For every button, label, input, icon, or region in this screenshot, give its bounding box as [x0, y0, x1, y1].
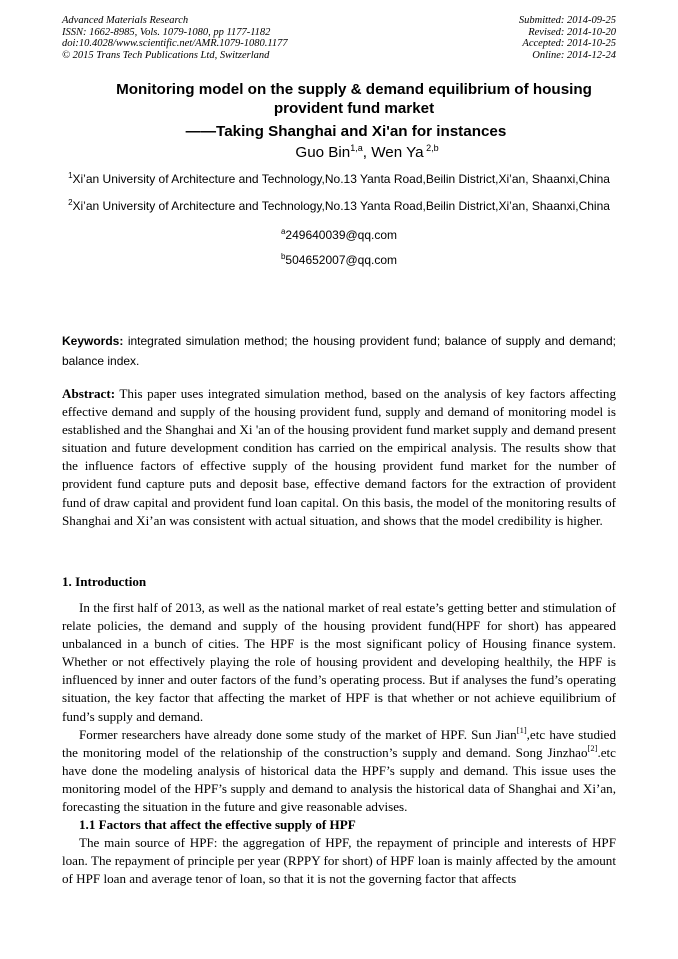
abstract-paragraph	[62, 385, 616, 530]
author-line	[62, 143, 616, 163]
paper-title: Monitoring model on the supply & demand equilibrium of housing provident fund market	[116, 81, 592, 117]
title-block	[62, 80, 616, 268]
accepted-date: Accepted: 2014-10-25	[522, 38, 616, 50]
online-date: Online: 2014-12-24	[532, 49, 616, 61]
keywords-label: Keywords:	[62, 334, 124, 348]
abstract-text: This paper uses integrated simulation method, based on the analysis of key factors affecting effective demand and supply of the housing provident fund, supply and demand of monitoring model is established and the Shanghai and Xi 'an of the housing provident fund market supply and demand present situation and future development condition has carried on the empirical analysis. The results show that the influence factors of effective supply of the housing provident fund market for the number of provident fund capture puts and deposit base, effective demand factors for the extraction of provident fund of draw capital and provident fund loan capital. On this basis, the model of the monitoring results of Shanghai and Xi’an was consistent with actual situation, and shows that the model credibility is higher.	[62, 386, 616, 528]
paper-subtitle: ——Taking Shanghai and Xi'an for instances	[185, 123, 507, 140]
intro-paragraph-2	[62, 726, 616, 816]
author-2-name: Wen Ya	[371, 144, 424, 161]
affiliation-1-text: Xi’an University of Architecture and Technology,No.13 Yanta Road,Beilin District,Xi’an, Shaanxi,China	[72, 172, 610, 186]
email-2-text[interactable]: 504652007@qq.com	[285, 253, 398, 267]
intro-p2-text-a: Former researchers have already done some study of the market of HPF. Sun Jian	[79, 726, 517, 742]
issn-line: ISSN: 1662-8985, Vols. 1079-1080, pp 1177-1182	[62, 26, 271, 38]
publication-dates	[376, 15, 616, 61]
intro-p2-text-b: ,etc have studied the monitoring model of the relationship of the construction’s supply and demand. Song Jinzhao	[62, 726, 616, 760]
abstract-label: Abstract:	[62, 386, 116, 401]
author-1-name: Guo Bin	[295, 144, 351, 161]
journal-name: Advanced Materials Research	[62, 15, 189, 26]
copyright-line: © 2015 Trans Tech Publications Ltd, Switzerland	[62, 49, 270, 61]
journal-info	[62, 15, 362, 61]
intro-paragraph-3: The main source of HPF: the aggregation of HPF, the repayment of principle and interests of HPF loan. The repayment of principle per year (RPPY for short) of HPF loan is mainly affected by the amount of HPF loan and average tenor of loan, so that it is not the governing factor that affects	[62, 835, 616, 887]
intro-p2-text-c: .etc have done the modeling analysis of historical data the HPF’s supply and demand. This issue uses the monitoring model of the HPF’s supply and demand to analysis the historical data of Shanghai and Xi’an, forecasting the situation in the future and give reasonable advises.	[62, 744, 616, 815]
introduction-body	[62, 599, 616, 889]
author-1-sup: 1,a	[350, 143, 363, 153]
intro-paragraph-1: In the first half of 2013, as well as the national market of real estate’s getting better and stimulation of relate policies, the demand and supply of the housing provident fund(HPF for short) has appeared unbalanced in a bunch of cities. The HPF is the most significant policy of Housing finance system. Whether or not effectively playing the role of housing provident and developing healthily, the HPF is influenced by inner and outer factors of the fund’s operating process. But if analyses the fund’s operating situation, the key factor that affecting the market of HPF is that whether or not achieve equilibrium of fund’s supply and demand.	[62, 600, 616, 724]
email-1-text[interactable]: 249640039@qq.com	[285, 228, 398, 242]
citation-1[interactable]: [1]	[516, 724, 527, 735]
affiliation-1	[62, 169, 616, 190]
affiliation-2-sup: 2	[68, 198, 73, 207]
keywords-paragraph	[62, 331, 616, 371]
subsection-heading-1-1: 1.1 Factors that affect the effective supply of HPF	[79, 817, 356, 833]
author-separator: ,	[362, 144, 372, 161]
doi-line[interactable]: doi:10.4028/www.scientific.net/AMR.1079-1080.1177	[62, 38, 288, 50]
email-2-sup: b	[280, 252, 286, 261]
email-2	[62, 252, 616, 268]
affiliation-2	[62, 196, 616, 217]
affiliation-2-text: Xi’an University of Architecture and Technology,No.13 Yanta Road,Beilin District,Xi’an, Shaanxi,China	[72, 199, 610, 213]
affiliation-1-sup: 1	[68, 171, 73, 180]
revised-date: Revised: 2014-10-20	[528, 26, 616, 38]
email-1-sup: a	[280, 227, 286, 236]
submitted-date: Submitted: 2014-09-25	[518, 15, 616, 26]
keywords-text: integrated simulation method; the housing provident fund; balance of supply and demand; balance index.	[62, 334, 616, 368]
email-1	[62, 227, 616, 243]
author-2-sup: 2,b	[423, 143, 439, 153]
citation-2[interactable]: [2]	[587, 742, 598, 753]
section-heading-introduction: 1. Introduction	[62, 574, 147, 589]
